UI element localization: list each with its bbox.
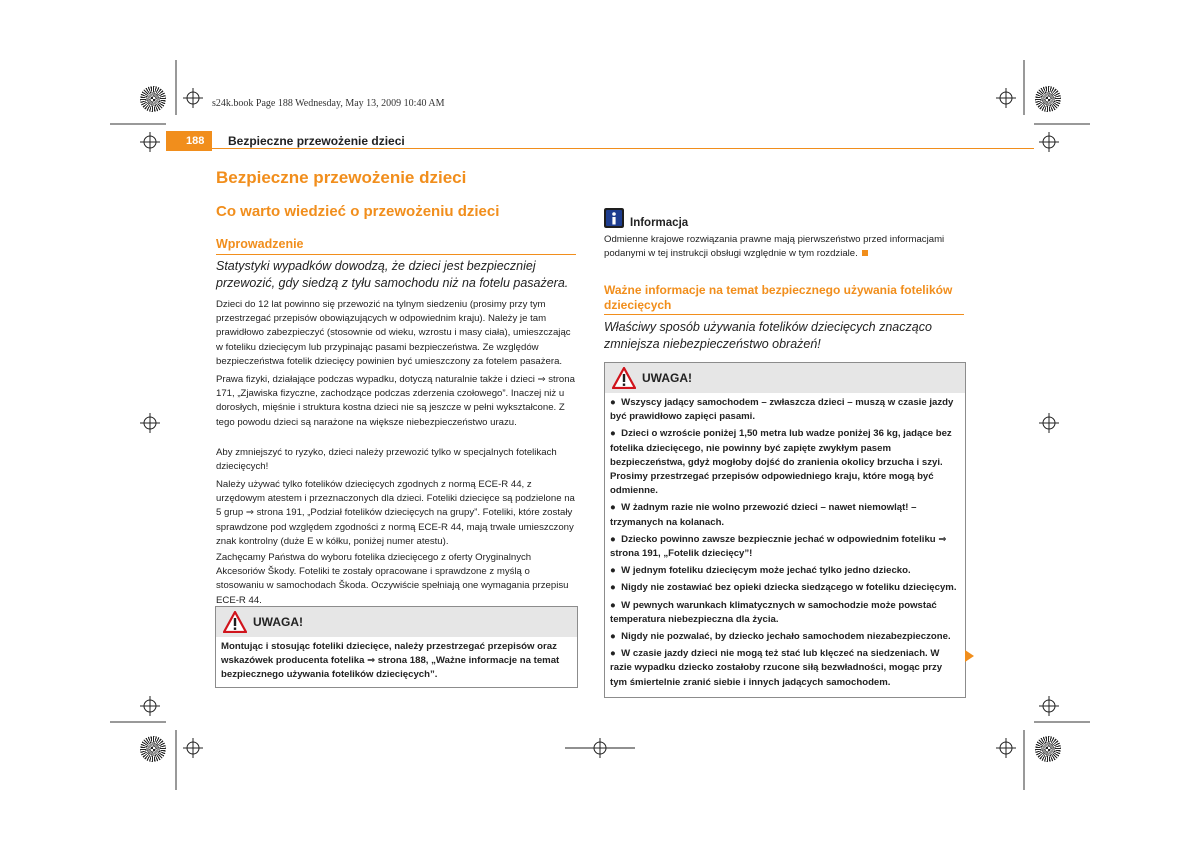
file-info-header: s24k.book Page 188 Wednesday, May 13, 2009 10:40 AM: [212, 98, 445, 109]
warning-list-item: ● Dzieci o wzroście poniżej 1,50 metra lub wadze poniżej 36 kg, jadące bez fotelika dziecięcego, nie powinny być zapięte zwykłym pasem bezpieczeństwa, gdyż mogłoby dojść do zranienia okolicy brzucha i szyi. Prosimy przestrzegać przepisów odpowiedniego kraju, które mogą być odmienne.: [610, 428, 952, 497]
info-title: Informacja: [630, 217, 689, 229]
warning-text: Montując i stosując foteliki dziecięce, należy przestrzegać przepisów oraz wskazówek producenta fotelika ⇒ strona 188, „Ważne informacje na temat bezpiecznego używania fotelików dziecięcych”.: [221, 641, 560, 681]
subsection-rule: [216, 254, 576, 255]
body-paragraph: Aby zmniejszyć to ryzyko, dzieci należy przewozić tylko w specjalnych fotelikach dziecięcych!: [216, 447, 557, 473]
running-title: Bezpieczne przewożenie dzieci: [228, 134, 405, 148]
header-rule: [212, 148, 1034, 149]
subsection-rule-right: [604, 314, 964, 315]
warning-header: [216, 607, 577, 637]
body-paragraph: Należy używać tylko fotelików dziecięcych zgodnych z normą ECE-R 44, z urzędowym atestem i przeznaczonych dla dzieci. Foteliki dziecięce są podzielone na 5 grup ⇒ strona 191, „Podział fotelików dziecięcych na grupy”. Foteliki, które zostały sprawdzone pod względem zgodności z normą ECE-R 44, mają trwale umieszczony znak kontrolny (duże E w kółku, poniżej numer atestu).: [216, 479, 575, 547]
warning-list-item: ● W jednym foteliku dziecięcym może jechać tylko jedno dziecko.: [610, 565, 911, 577]
warning-list-item: ● Dziecko powinno zawsze bezpiecznie jechać w odpowiednim foteliku ⇒ strona 191, „Fotelik dziecięcy”!: [610, 533, 947, 560]
warning-triangle-icon: [612, 367, 636, 389]
warning-header: [605, 363, 965, 393]
section-end-marker-icon: [862, 250, 868, 256]
warning-list: [605, 393, 965, 697]
warning-list-item: ● Wszyscy jadący samochodem – zwłaszcza dzieci – muszą w czasie jazdy być prawidłowo zapięci pasami.: [610, 397, 954, 423]
body-paragraph: Zachęcamy Państwa do wyboru fotelika dziecięcego z oferty Oryginalnych Akcesoriów Škody. Foteliki te zostały opracowane i sprawdzone z myślą o stosowaniu w samochodach Škoda. Oczywiście spełniają one wymagania przepisu ECE-R 44.: [216, 552, 569, 606]
info-text-content: Odmienne krajowe rozwiązania prawne mają pierwszeństwo przed informacjami podanymi w tej instrukcji obsługi względnie w tym rozdziale.: [604, 234, 945, 260]
subsection-title: Wprowadzenie: [216, 237, 304, 251]
warning-list-item: ● W pewnych warunkach klimatycznych w samochodzie może powstać temperatura niebezpieczna dla życia.: [610, 599, 937, 625]
section-title: Co warto wiedzieć o przewożeniu dzieci: [216, 203, 500, 220]
chapter-title: Bezpieczne przewożenie dzieci: [216, 168, 467, 187]
continue-arrow-icon: [965, 650, 974, 662]
page-number: 188: [186, 135, 205, 147]
lead-paragraph-right: Właściwy sposób używania fotelików dziecięcych znacząco zmniejsza niebezpieczeństwo obrażeń!: [604, 320, 932, 351]
info-icon: [604, 208, 624, 228]
subsection-title-right: Ważne informacje na temat bezpiecznego używania fotelików dziecięcych: [604, 283, 953, 312]
warning-list-item: ● Nigdy nie zostawiać bez opieki dziecka siedzącego w foteliku dziecięcym.: [610, 582, 957, 594]
body-paragraph: Prawa fizyki, działające podczas wypadku, dotyczą naturalnie także i dzieci ⇒ strona 171, „Zjawiska fizyczne, zachodzące podczas zderzenia czołowego”. Inaczej niż u dorosłych, mięśnie i struktura kostna dzieci nie są jeszcze w pełni wykształcone. Z tego powodu dzieci są narażone na większe niebezpieczeństwo urazu.: [216, 374, 575, 428]
body-paragraph: Dzieci do 12 lat powinno się przewozić na tylnym siedzeniu (prosimy przy tym przestrzegać przepisów obowiązujących w odpowiednim kraju). Należy je tam prawidłowo zabezpieczyć (stosownie od wieku, wzrostu i masy ciała), umieszczając w foteliku dziecięcym lub przypinając pasami bezpieczeństwa. Ze względów bezpieczeństwa fotelik dziecięcy powinien być umieszczony za fotelem pasażera.: [216, 299, 571, 367]
warning-box: [215, 606, 578, 688]
warning-list-item: ● W czasie jazdy dzieci nie mogą też stać lub klęczeć na siedzeniach. W razie wypadku dziecko zostałoby rzucone siłą bezwładności, mogąc przy tym śmiertelnie zranić siebie i innych jadących samochodem.: [610, 648, 943, 688]
warning-triangle-icon: [223, 611, 247, 633]
warning-list-item: ● Nigdy nie pozwalać, by dziecko jechało samochodem niezabezpieczone.: [610, 631, 951, 643]
lead-paragraph: Statystyki wypadków dowodzą, że dzieci jest bezpieczniej przewozić, gdy siedzą z tyłu samochodu niż na fotelu pasażera.: [216, 259, 569, 290]
warning-list-item: ● W żadnym razie nie wolno przewozić dzieci – nawet niemowląt! – trzymanych na kolanach.: [610, 502, 917, 528]
warning-title: UWAGA!: [642, 371, 692, 385]
warning-box-right: [604, 362, 966, 698]
warning-title: UWAGA!: [253, 615, 303, 629]
info-text: [604, 233, 966, 261]
